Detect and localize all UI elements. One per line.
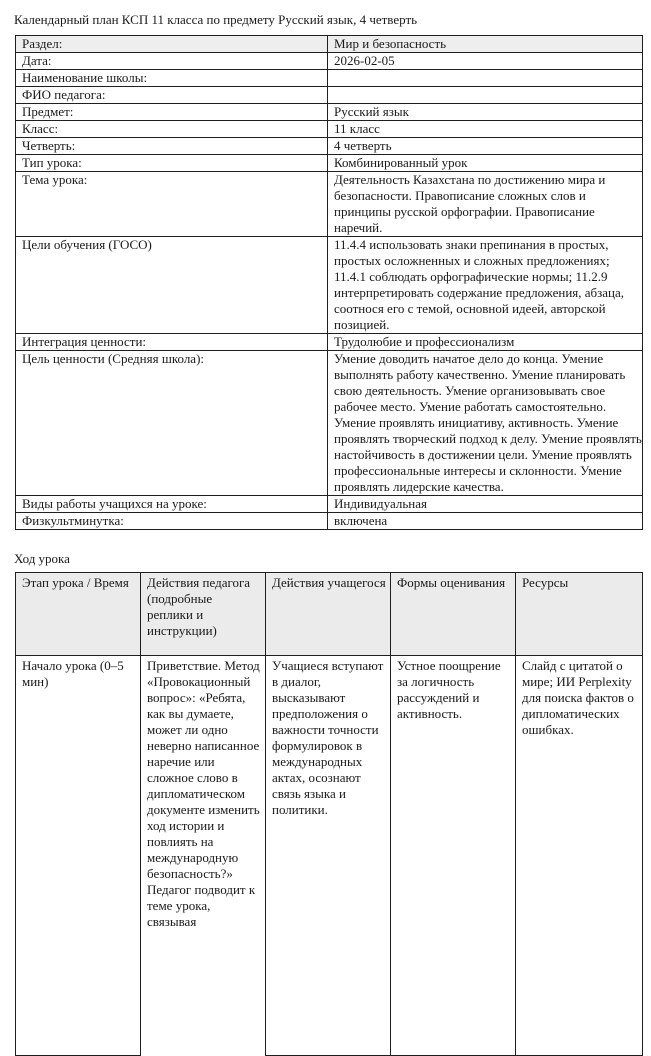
info-row-teacher xyxy=(16,87,643,104)
column-header-stage: Этап урока / Время xyxy=(16,573,141,656)
info-value xyxy=(328,87,643,104)
info-label: Раздел: xyxy=(16,36,328,53)
info-label: Предмет: xyxy=(16,104,328,121)
info-label: Наименование школы: xyxy=(16,70,328,87)
info-value: 11.4.4 использовать знаки препинания в простых, простых осложненных и сложных предложениях; 11.4.1 соблюдать орфографические нормы; 11.2.9 интерпретировать содержание предложения, абзаца, соотнося его с темой, основной идеей, авторской позицией. xyxy=(328,237,643,334)
info-label: Дата: xyxy=(16,53,328,70)
info-row-school xyxy=(16,70,643,87)
column-header-assessment: Формы оценивания xyxy=(391,573,516,656)
info-row-value-integration xyxy=(16,334,643,351)
info-label: Физкультминутка: xyxy=(16,513,328,530)
info-row-value-goal xyxy=(16,351,643,496)
info-value: Трудолюбие и профессионализм xyxy=(328,334,643,351)
info-row-fitness-break xyxy=(16,513,643,530)
info-value: 2026-02-05 xyxy=(328,53,643,70)
info-label: Виды работы учащихся на уроке: xyxy=(16,496,328,513)
plan-row xyxy=(16,656,643,1056)
plan-cell-resources: Слайд с цитатой о мире; ИИ Perplexity для поиска фактов о дипломатических ошибках. xyxy=(516,656,643,1056)
lesson-info-table xyxy=(15,35,643,530)
column-header-student: Действия учащегося xyxy=(266,573,391,656)
info-row-section xyxy=(16,36,643,53)
plan-header-row xyxy=(16,573,643,656)
info-value: Русский язык xyxy=(328,104,643,121)
info-row-subject xyxy=(16,104,643,121)
info-value: Индивидуальная xyxy=(328,496,643,513)
info-value: Комбинированный урок xyxy=(328,155,643,172)
plan-cell-teacher: Приветствие. Метод «Провокационный вопрос»: «Ребята, как вы думаете, может ли одно неверно написанное наречие или сложное слово в дипломатическом документе изменить ход истории и повлиять на международную безопасность?» Педагог подводит к теме урока, связывая xyxy=(141,656,266,1056)
info-label: Интеграция ценности: xyxy=(16,334,328,351)
column-header-resources: Ресурсы xyxy=(516,573,643,656)
info-label: Цель ценности (Средняя школа): xyxy=(16,351,328,496)
column-header-teacher: Действия педагога (подробные реплики и инструкции) xyxy=(141,573,266,656)
lesson-plan-table xyxy=(15,572,643,1056)
info-label: ФИО педагога: xyxy=(16,87,328,104)
info-value: 11 класс xyxy=(328,121,643,138)
info-row-class xyxy=(16,121,643,138)
info-value: Умение доводить начатое дело до конца. Умение выполнять работу качественно. Умение планировать свою деятельность. Умение организовывать свое рабочее место. Умение работать самостоятельно. Умение проявлять инициативу, активность. Умение проявлять творческий подход к делу. Умение проявлять настойчивость в достижении цели. Умение проявлять профессиональные интересы и склонности. Умение проявлять лидерские качества. xyxy=(328,351,643,496)
info-row-goals xyxy=(16,237,643,334)
info-label: Тема урока: xyxy=(16,172,328,237)
info-value: Мир и безопасность xyxy=(328,36,643,53)
info-row-lesson-type xyxy=(16,155,643,172)
info-row-work-types xyxy=(16,496,643,513)
info-label: Цели обучения (ГОСО) xyxy=(16,237,328,334)
info-row-topic xyxy=(16,172,643,237)
info-label: Тип урока: xyxy=(16,155,328,172)
page-title: Календарный план КСП 11 класса по предмету Русский язык, 4 четверть xyxy=(14,12,418,27)
info-value: 4 четверть xyxy=(328,138,643,155)
info-row-quarter xyxy=(16,138,643,155)
info-label: Класс: xyxy=(16,121,328,138)
info-value: Деятельность Казахстана по достижению мира и безопасности. Правописание сложных слов и принципы русской орфографии. Правописание наречий. xyxy=(328,172,643,237)
section-title: Ход урока xyxy=(14,551,70,566)
plan-cell-student: Учащиеся вступают в диалог, высказывают предположения о важности точности формулировок в международных актах, осознают связь языка и политики. xyxy=(266,656,391,1056)
info-value: включена xyxy=(328,513,643,530)
info-row-date xyxy=(16,53,643,70)
plan-cell-assessment: Устное поощрение за логичность рассуждений и активность. xyxy=(391,656,516,1056)
info-value xyxy=(328,70,643,87)
plan-cell-stage: Начало урока (0–5 мин) xyxy=(16,656,141,1056)
info-label: Четверть: xyxy=(16,138,328,155)
